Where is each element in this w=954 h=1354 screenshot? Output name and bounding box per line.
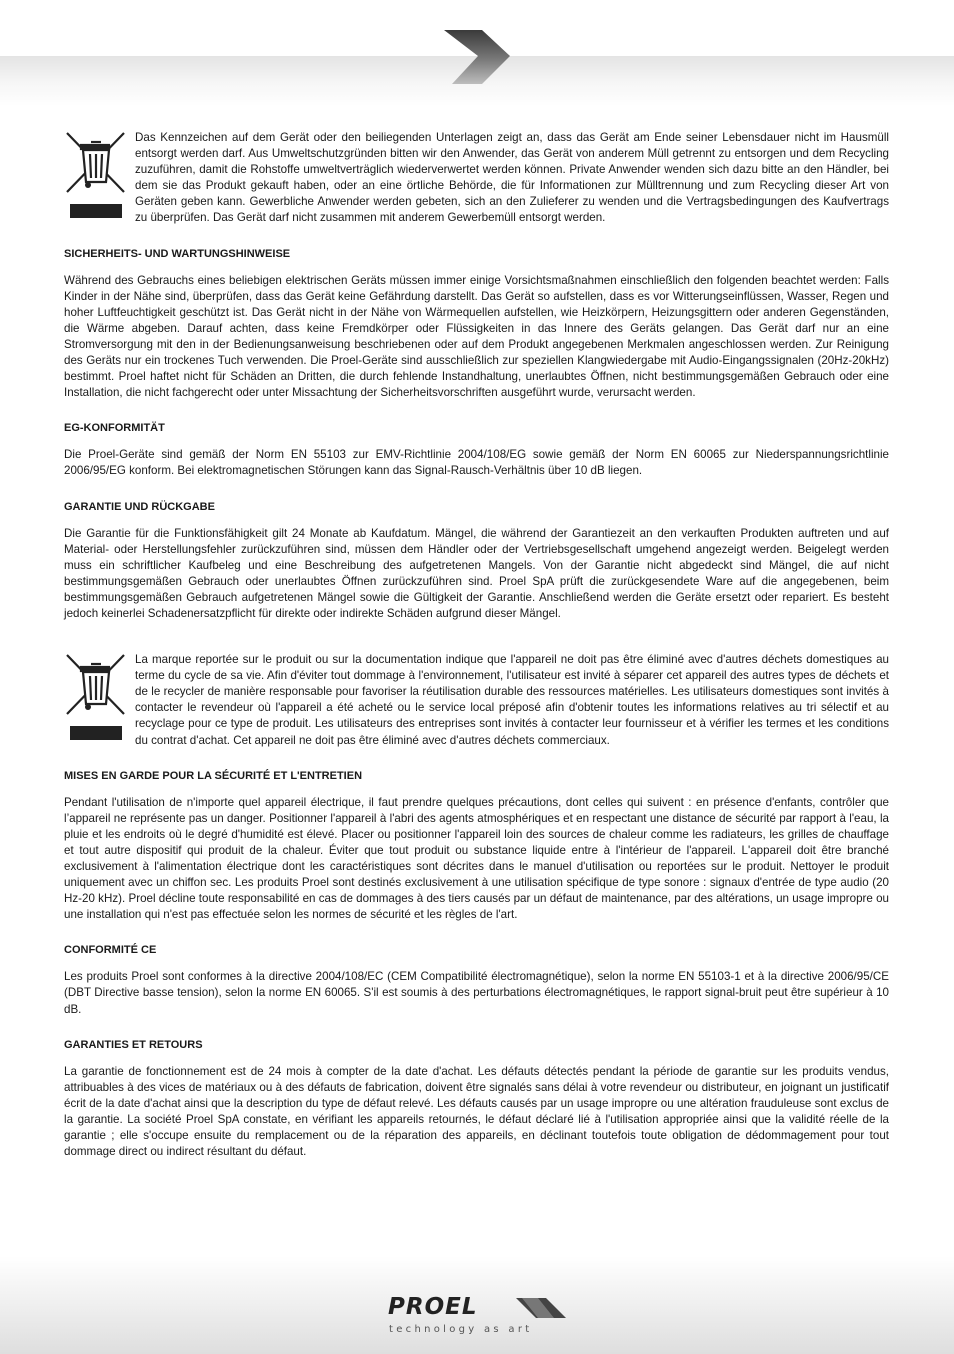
logo-tagline: technology as art	[389, 1324, 533, 1335]
warranty-text-de: Die Garantie für die Funktionsfähigkeit gilt 24 Monate ab Kaufdatum. Mängel, die während der Garantiezeit an den verkauften Produkten auftreten und auf Material- oder Herstellungsfehler zurückzuführen sind, müssen dem Händler oder der Vertriebsgesellschaft umgehend angezeigt werden. Beigelegt werden muss ein schriftlicher Kaufbeleg und eine Beschreibung des aufgetretenen Mangels. Von der Garantie nicht abgedeckt sind Mängel, die auf nicht bestimmungsgemäßen Gebrauch oder unerlaubtes Öffnen zurückzuführen sind. Proel SpA prüft die zurückgesendete Ware auf die angegebenen, beim bestimmungsgemäßen Gebrauch aufgetretenen Mängel sowie die Gültigkeit der Garantie. Anschließend werden die Geräte ersetzt oder repariert. Es besteht jedoch keinerlei Schadenersatzpflicht für direkte oder indirekte Schäden aufgrund dieser Mängel.	[64, 526, 889, 620]
crossed-out-wheelie-bin-icon	[64, 652, 128, 744]
conformity-text-fr: Les produits Proel sont conformes à la directive 2004/108/EC (CEM Compatibilité électromagnétique), selon la norme EN 55103-1 et à la directive 2006/95/CE (DBT Directive basse tension), selon la norme EN 60065. S'il est soumis à des perturbations électromagnétiques, le rapport signal-bruit peut être supérieur à 10 dB.	[64, 970, 889, 1016]
warranty-heading-de: GARANTIE UND RÜCKGABE	[64, 500, 215, 513]
weee-notice-de	[64, 130, 889, 227]
proel-logo	[388, 1294, 578, 1340]
document-body	[64, 130, 889, 1160]
conformity-text-de: Die Proel-Geräte sind gemäß der Norm EN 55103 zur EMV-Richtlinie 2004/108/EG sowie gemäß der Norm EN 60065 zur Niederspannungsrichtlinie 2006/95/EG konform. Bei elektromagnetischen Störungen kann das Signal-Rausch-Verhältnis über 10 dB liegen.	[64, 448, 889, 478]
crossed-out-wheelie-bin-icon	[64, 130, 128, 222]
logo-wordmark: PROEL	[388, 1294, 478, 1320]
safety-text-de: Während des Gebrauchs eines beliebigen elektrischen Geräts müssen immer einige Vorsichtsmaßnahmen einschließlich den folgenden beachtet werden: Falls Kinder in der Nähe sind, überprüfen, dass das Gerät keine Gefährdung darstellt. Das Gerät so aufstellen, dass es vor Witterungseinflüssen, Wasser, Regen und hoher Luftfeuchtigkeit geschützt ist. Das Gerät nicht in der Nähe von Wärmequellen aufstellen, wie Heizkörpern, Heizungsgittern oder anderen Gegenständen, die Wärme abgeben. Darauf achten, dass keine Fremdkörper oder Flüssigkeiten in das Innere des Geräts gelangen. Das Gerät darf nur an eine Stromversorgung mit den in der Bedienungsanweisung beschriebenen oder auf dem Produkt angegebenen Merkmalen angeschlossen werden. Zur Reinigung des Geräts nur ein trockenes Tuch verwenden. Die Proel-Geräte sind ausschließlich zur speziellen Klangwiedergabe mit Audio-Eingangssignalen (20Hz-20kHz) bestimmt. Proel haftet nicht für Schäden an Dritten, die durch fehlende Instandhaltung, unerlaubtes Öffnen, nicht bestimmungsgemäßen Gebrauch oder eine Installation, die nicht fachgerecht oder unter Missachtung der Sicherheitsvorschriften ausgeführt wurde, verursacht werden.	[64, 273, 889, 400]
warranty-text-fr: La garantie de fonctionnement est de 24 mois à compter de la date d'achat. Les défauts détectés pendant la période de garantie sur les produits vendus, attribuables à des vices de matériaux ou à des défauts de fabrication, doivent être signalés sans délai à votre revendeur ou distributeur, en joignant un justificatif écrit de la date d'achat ainsi que la description du type de défaut relevé. Les défauts causés par un usage impropre ou une altération frauduleuse sont exclus de la garantie. La société Proel SpA constate, en vérifiant les appareils retournés, le défaut déclaré lié à l'utilisation appropriée ainsi que la validité réelle de la garantie ; elle s'occupe ensuite du remplacement ou de la réparation des appareils, en déclinant toutefois toute obligation de dédommagement pour tout dommage direct ou indirect résultant du défaut.	[64, 1064, 889, 1159]
section-spacer	[64, 622, 889, 652]
conformity-heading-de: EG-KONFORMITÄT	[64, 422, 165, 435]
conformity-heading-fr: CONFORMITÉ CE	[64, 944, 157, 957]
weee-text-fr: La marque reportée sur le produit ou sur la documentation indique que l'appareil ne doit pas être éliminé avec d'autres déchets domestiques au terme du cycle de sa vie. Afin d'éviter tout dommage à l'environnement, l'utilisateur est invité à séparer cet appareil des autres types de déchets et de le recycler de manière responsable pour favoriser la réutilisation durable des ressources matérielles. Les utilisateurs domestiques sont invités à contacter le revendeur où l'appareil a été acheté ou le service local préposé afin d'obtenir toutes les informations relatives au tri sélectif et au recyclage pour ce type de produit. Les utilisateurs des entreprises sont invités à contacter leur fournisseur et à vérifier les termes et les conditions du contrat d'achat. Cet appareil ne doit pas être éliminé avec d'autres déchets commerciaux.	[135, 653, 889, 747]
weee-notice-fr	[64, 652, 889, 749]
logo-wing-icon	[516, 1298, 568, 1318]
safety-heading-fr: MISES EN GARDE POUR LA SÉCURITÉ ET L'ENTRETIEN	[64, 769, 363, 782]
chevron-arrow-icon	[440, 28, 512, 86]
warranty-heading-fr: GARANTIES ET RETOURS	[64, 1038, 203, 1051]
weee-text-de: Das Kennzeichen auf dem Gerät oder den beiliegenden Unterlagen zeigt an, dass das Gerät am Ende seiner Lebensdauer nicht im Hausmüll entsorgt werden darf. Aus Umweltschutzgründen bitten wir den Anwender, das Gerät von anderem Müll getrennt zu entsorgen und dem Recycling zuzuführen, damit die Rohstoffe umweltverträglich wiederverwertet werden können. Private Anwender wenden sich dazu bitte an den Händler, bei dem sie das Produkt gekauft haben, oder an eine örtliche Behörde, die für Informationen zur Mülltrennung und zum Recycling dieser Art von Geräten geben kann. Gewerbliche Anwender werden gebeten, sich an den Zulieferer zu wenden und die Vertragsbedingungen des Kaufvertrags zu überprüfen. Das Gerät darf nicht zusammen mit anderem Gewerbemüll entsorgt werden.	[135, 131, 889, 225]
safety-text-fr: Pendant l'utilisation de n'importe quel appareil électrique, il faut prendre quelques précautions, dont celles qui suivent : en présence d'enfants, contrôler que l’appareil ne représente pas un danger. Positionner l'appareil à l'abri des agents atmosphériques et en respectant une distance de sécurité par rapport à l'eau, la pluie et les endroits où le degré d'humidité est élevé. Placer ou positionner l'appareil loin des sources de chaleur comme les radiateurs, les grilles de chauffage et tout autre dispositif qui produit de la chaleur. Éviter que tout produit ou substance liquide entre à l'intérieur de l'appareil. L'appareil doit être branché exclusivement à l'alimentation électrique dont les caractéristiques sont décrites dans le manuel d'utilisation ou reportées sur le produit. Nettoyer le produit uniquement avec un chiffon sec. Les produits Proel sont destinés exclusivement à une utilisation spécifique de type sonore : signaux d'entrée de type audio (20 Hz-20 kHz). Proel décline toute responsabilité en cas de dommages à des tiers causés par un défaut de maintenance, par des altérations, un usage impropre ou une installation qui n'est pas effectuée selon les normes de sécurité et les règles de l'art.	[64, 795, 889, 922]
safety-heading-de: SICHERHEITS- UND WARTUNGSHINWEISE	[64, 247, 291, 260]
